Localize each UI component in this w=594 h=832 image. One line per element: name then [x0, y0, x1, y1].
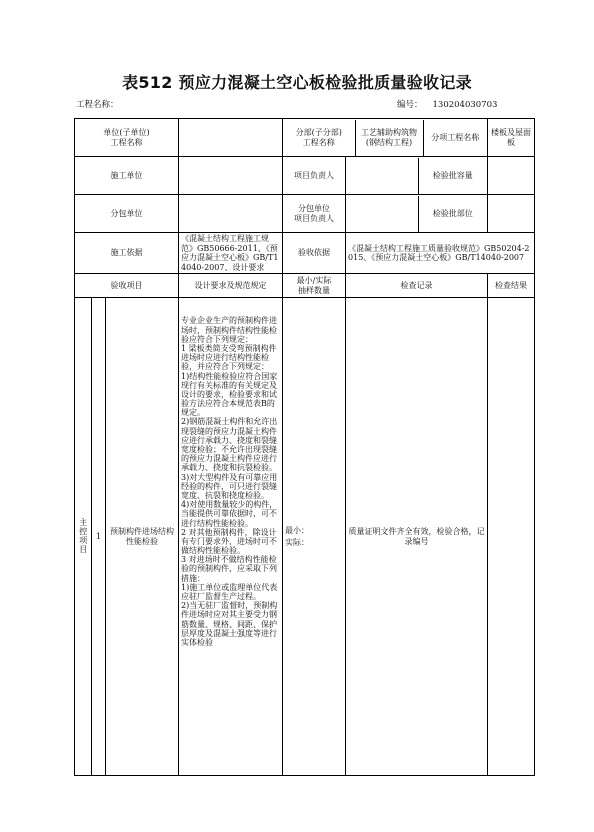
main-control-index: 1 [92, 298, 106, 776]
subdiv-label: 分部(子分部) 工程名称 [283, 120, 355, 156]
sub-pm-cell [346, 195, 488, 233]
col-header-record: 检查记录 [346, 274, 488, 298]
page-title: 表512 预应力混凝土空心板检验批质量验收记录 [122, 73, 472, 92]
subdiv-cell-group [283, 119, 488, 157]
subdiv-inner-table [283, 120, 487, 156]
location-label: 检验批部位 [432, 208, 473, 218]
contractor-label: 施工单位 [75, 157, 179, 195]
capacity-label: 检验批容量 [432, 170, 473, 180]
record-number-label: 编号： [397, 100, 423, 110]
form-row-subcontractor [75, 195, 535, 233]
acceptance-basis-label: 验收依据 [283, 233, 346, 274]
project-manager-label: 项目负责人 [283, 157, 346, 195]
unit-name-label: 单位(子单位) 工程名称 [75, 119, 179, 157]
project-manager-value [346, 157, 488, 195]
form-row-unit [75, 119, 535, 157]
form-header-row [75, 274, 535, 298]
location-inner-table [346, 196, 487, 232]
subcontractor-label: 分包单位 [75, 195, 179, 233]
main-control-category: 主控项目 [75, 298, 92, 776]
capacity-inner-table [346, 158, 487, 194]
construction-basis-label: 施工依据 [75, 233, 179, 274]
main-control-requirement: 专业企业生产的预制构件进场时，预制构件结构性能检验应符合下列规定： 1 梁板类简支受弯预制构件进场时应进行结构性能检验，并应符合下列规定： 1)结构性能检验应符合国家现行有关标准的有关规定及设计的要求，检验要求和试验方法应符合本规范表B的规定。 2)钢筋混凝土构件和允许出现裂缝的预应力混凝土构件应进行承载力、挠度和裂缝宽度检验；不允许出现裂缝的预应力混凝土构件应进行承载力、挠度和抗裂检验。 3)对大型构件及有可靠应用经验的构件，可只进行裂缝宽度、抗裂和挠度检验。 4)对使用数量较少的构件，当能提供可靠依据时，可不进行结构性能检验。 2 对其他预制构件，除设计有专门要求外，进场时可不做结构性能检验。 3 对进场时不做结构性能检验的预制构件，应采取下列措施： 1)施工单位或监理单位代表应驻厂监督生产过程。 2)当无驻厂监督时，预制构件进场时应对其主要受力钢筋数量、规格、间距、保护层厚度及混凝土强度等进行实体检验 [179, 298, 283, 776]
col-header-result: 检查结果 [488, 274, 535, 298]
item-name-value: 楼板及屋面板 [488, 119, 535, 157]
capacity-value[interactable] [488, 157, 535, 195]
form-row-basis [75, 233, 535, 274]
main-control-record: 质量证明文件齐全有效，检验合格，记录编号 [346, 298, 488, 776]
inspection-form-table [74, 118, 535, 776]
record-number-value: 130204030703 [432, 100, 498, 110]
project-name-label: 工程名称： [76, 100, 119, 110]
acceptance-basis-value: 《混凝土结构工程施工质量验收规范》GB50204-2015、《预应力混凝土空心板》GB/T14040-2007 [346, 233, 535, 274]
subcontractor-value[interactable] [179, 195, 283, 233]
sample-min-label: 最小： [285, 525, 310, 535]
sample-actual-label: 实际： [285, 537, 310, 547]
col-header-item: 验收项目 [75, 274, 179, 298]
project-manager-input[interactable] [346, 158, 418, 194]
main-control-name: 预制构件进场结构性能检验 [106, 298, 179, 776]
record-number-field [397, 98, 497, 110]
main-control-row [75, 298, 535, 776]
sub-pm-label: 分包单位 项目负责人 [283, 195, 346, 233]
item-name-label: 分项工程名称 [431, 132, 480, 142]
construction-basis-value: 《混凝土结构工程施工规范》GB50666-2011、《预应力混凝土空心板》GB/T14040-2007、设计要求 [179, 233, 283, 274]
project-name-field [76, 98, 119, 110]
contractor-value[interactable] [179, 157, 283, 195]
form-row-contractor [75, 157, 535, 195]
main-control-result[interactable] [488, 298, 535, 776]
sub-pm-value[interactable] [346, 196, 418, 232]
col-header-requirement: 设计要求及规范规定 [179, 274, 283, 298]
unit-name-value[interactable] [179, 119, 283, 157]
main-control-sample[interactable] [283, 298, 346, 776]
col-header-sample: 最小/实际 抽样数量 [283, 274, 346, 298]
subdiv-value: 工艺辅助构筑物 (钢结构工程) [355, 120, 423, 156]
location-value[interactable] [488, 195, 535, 233]
